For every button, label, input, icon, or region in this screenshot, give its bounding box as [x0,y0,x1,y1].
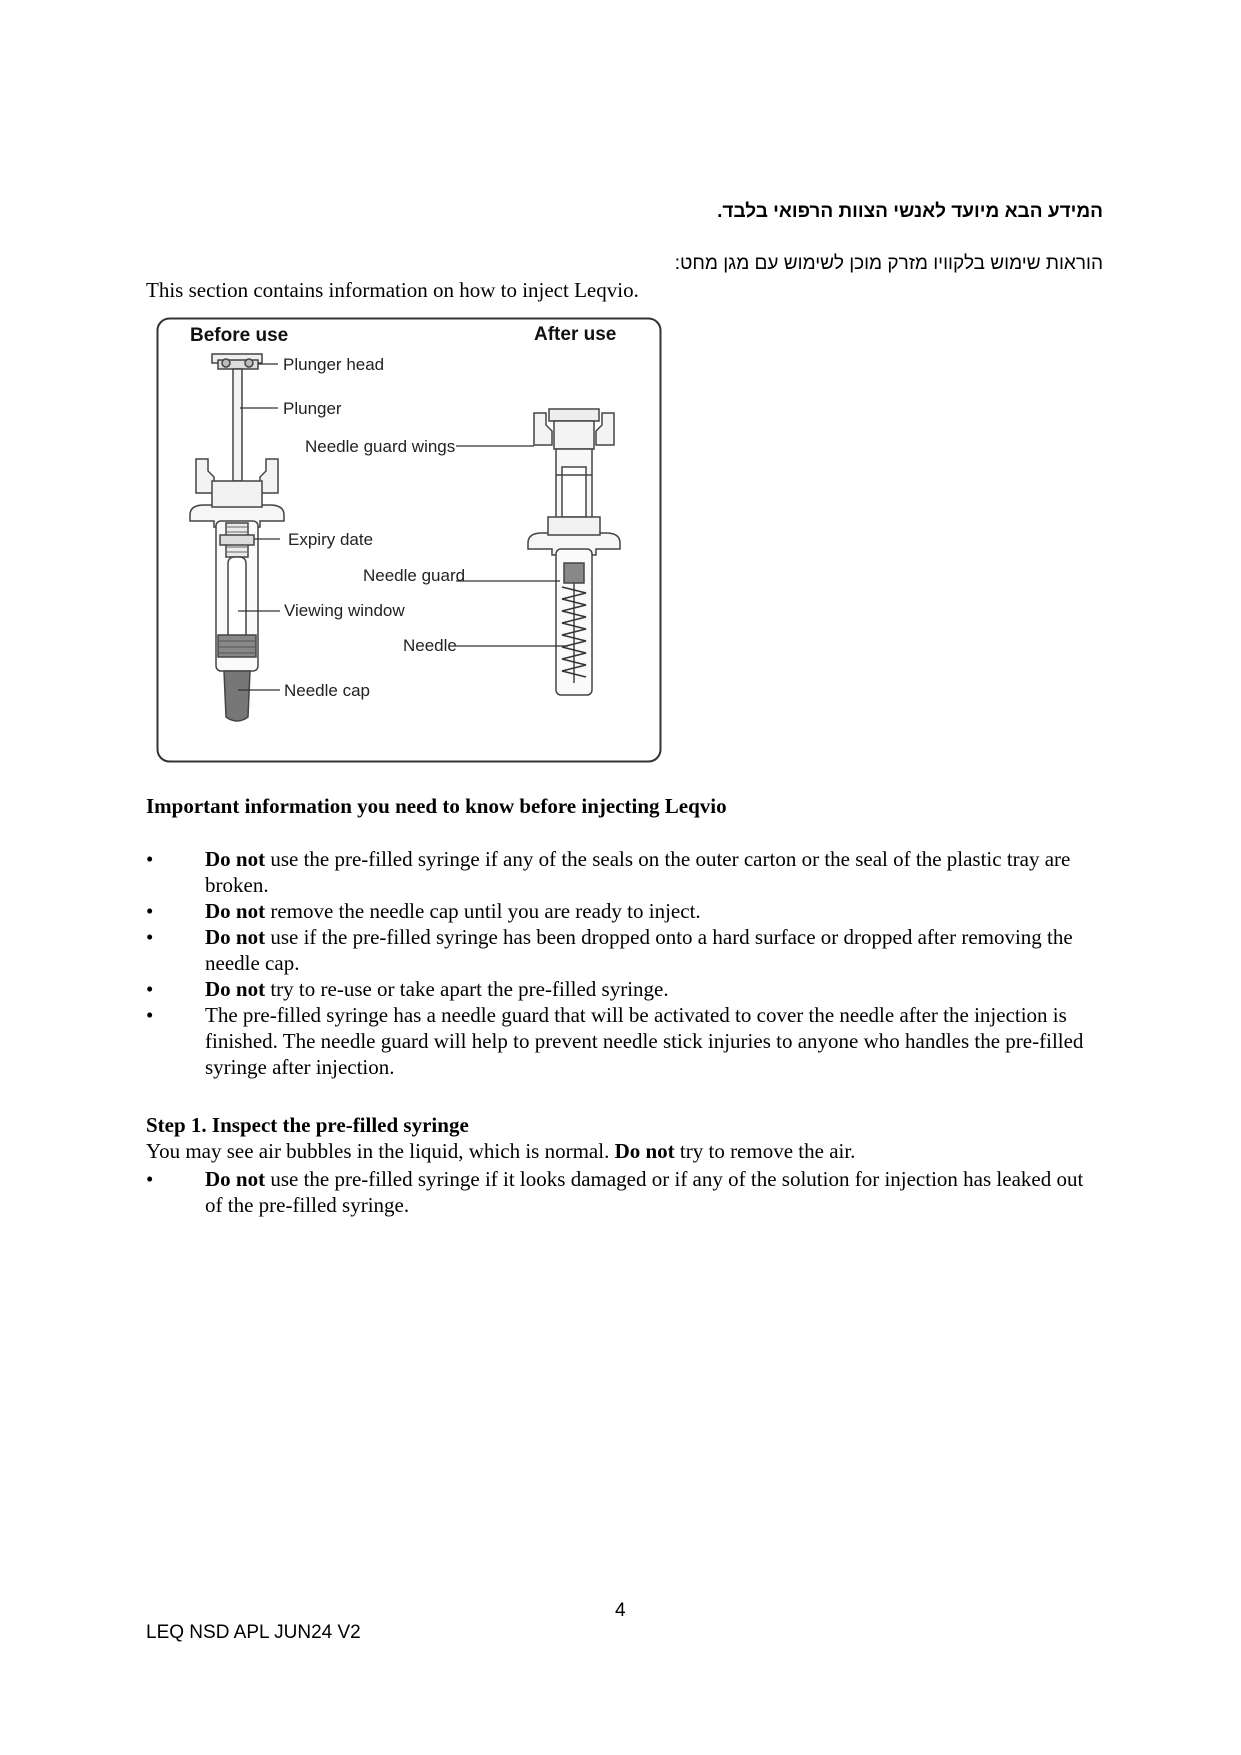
label-needle-guard: Needle guard [363,566,466,585]
list-item [146,846,1106,898]
important-info-list [146,846,1106,1080]
step1-heading: Step 1. Inspect the pre-filled syringe [146,1113,469,1137]
bullet-icon: • [146,847,154,871]
intro-text: This section contains information on how to inject Leqvio. [146,278,639,302]
do-not-bold: Do not [614,1139,675,1163]
step1-text [146,1139,855,1164]
footer-doc-code: LEQ NSD APL JUN24 V2 [146,1622,361,1643]
do-not-bold: Do not [205,977,266,1001]
list-item-text: try to re-use or take apart the pre-filled syringe. [265,977,669,1001]
list-item-text: use if the pre-filled syringe has been dropped onto a hard surface or dropped after removing the needle cap. [205,925,1073,975]
label-needle: Needle [403,636,457,655]
list-item [146,1002,1106,1080]
label-needle-guard-wings: Needle guard wings [305,437,456,456]
before-use-heading: Before use [190,325,289,346]
step1-text-before: You may see air bubbles in the liquid, which is normal. [146,1139,615,1163]
do-not-bold: Do not [205,847,266,871]
page-number: 4 [615,1600,626,1621]
do-not-bold: Do not [205,925,266,949]
step1-list [146,1166,1106,1218]
bullet-icon: • [146,925,154,949]
label-needle-cap: Needle cap [284,681,371,700]
bullet-icon: • [146,899,154,923]
list-item [146,976,1106,1002]
list-item-text: remove the needle cap until you are ready to inject. [265,899,701,923]
list-item-text: use the pre-filled syringe if any of the seals on the outer carton or the seal of the plastic tray are broken. [205,847,1071,897]
list-item-text: use the pre-filled syringe if it looks damaged or if any of the solution for injection has leaked out of the pre-filled syringe. [205,1167,1084,1217]
bullet-icon: • [146,1003,154,1027]
label-plunger-head: Plunger head [283,355,385,374]
hebrew-title: המידע הבא מיועד לאנשי הצוות הרפואי בלבד. [717,201,1103,222]
label-expiry-date: Expiry date [288,530,374,549]
step1-text-after: try to remove the air. [674,1139,856,1163]
hebrew-instructions: הוראות שימוש בלקוויו מזרק מוכן לשימוש עם מגן מחט: [674,253,1103,274]
list-item [146,1166,1106,1218]
list-item [146,898,1106,924]
label-plunger: Plunger [283,399,342,418]
after-use-heading: After use [534,324,617,345]
list-item [146,924,1106,976]
bullet-icon: • [146,1167,154,1191]
label-viewing-window: Viewing window [284,601,405,620]
important-info-heading: Important information you need to know before injecting Leqvio [146,794,727,818]
do-not-bold: Do not [205,899,266,923]
syringe-diagram [156,317,662,763]
list-item-text: The pre-filled syringe has a needle guard that will be activated to cover the needle after the injection is finished. The needle guard will help to prevent needle stick injuries to anyone who handles the pre-filled syringe after injection. [205,1003,1084,1079]
bullet-icon: • [146,977,154,1001]
do-not-bold: Do not [205,1167,266,1191]
